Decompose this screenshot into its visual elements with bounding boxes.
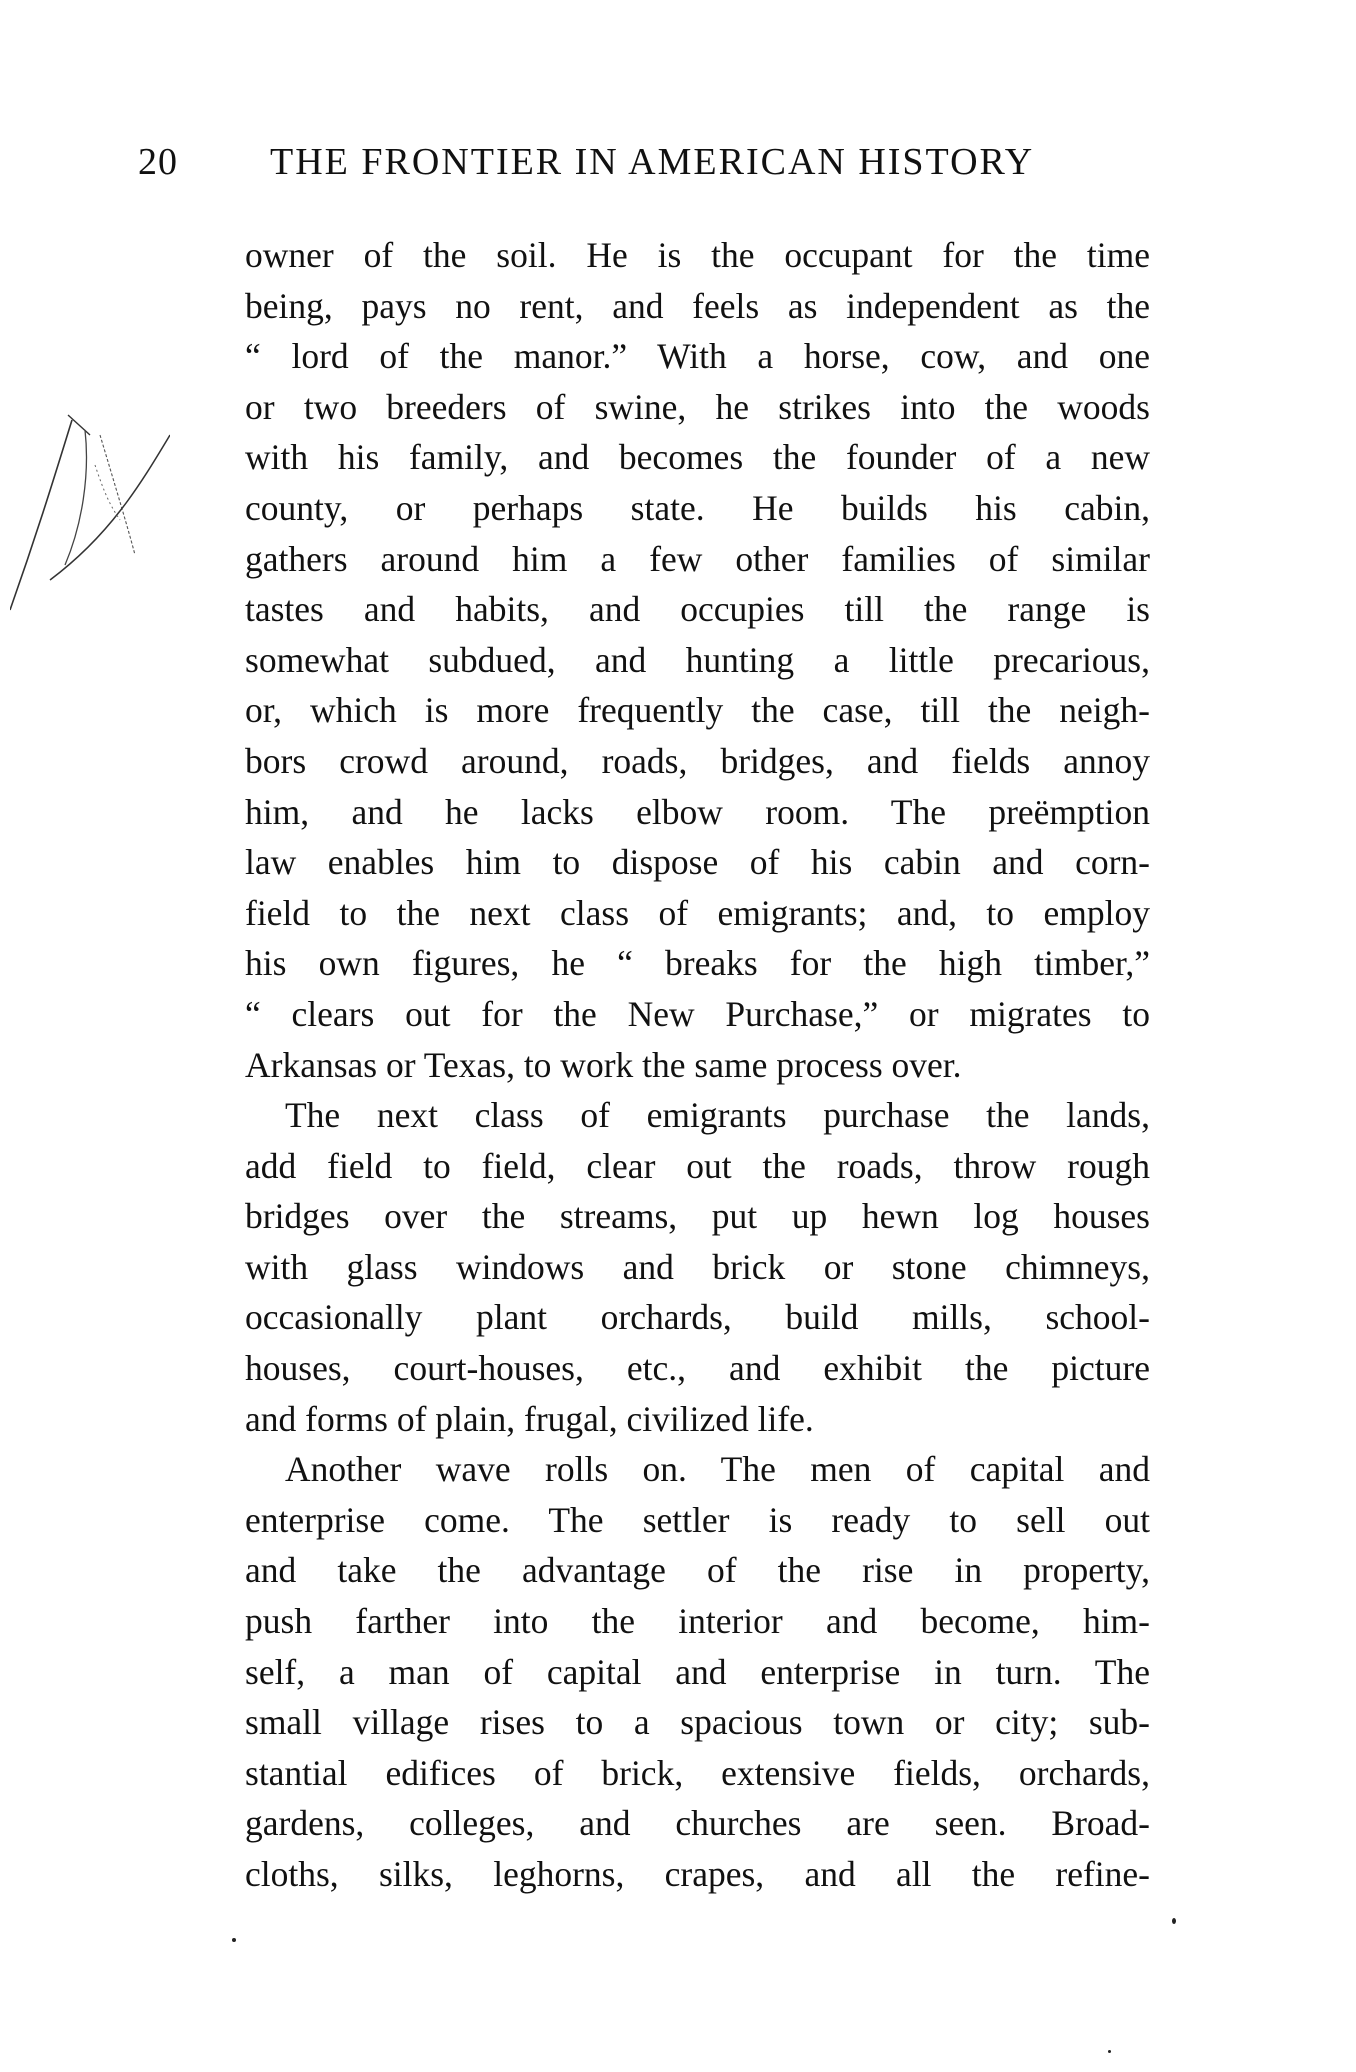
text-line: bridges over the streams, put up hewn log houses: [245, 1196, 1150, 1237]
text-line: stantial edifices of brick, extensive fields, orchards,: [245, 1752, 1150, 1793]
text-line: add field to field, clear out the roads, throw rough: [245, 1145, 1150, 1186]
text-line: tastes and habits, and occupies till the range is: [245, 589, 1150, 630]
text-line: his own figures, he “ breaks for the high timber,”: [245, 943, 1150, 984]
paragraph-start-line: The next class of emigrants purchase the lands,: [285, 1095, 1150, 1136]
text-line: with glass windows and brick or stone chimneys,: [245, 1246, 1150, 1287]
text-line: with his family, and becomes the founder of a new: [245, 437, 1150, 478]
text-line: somewhat subdued, and hunting a little precarious,: [245, 639, 1150, 680]
paragraph-start-line: Another wave rolls on. The men of capital and: [285, 1449, 1150, 1490]
text-line: county, or perhaps state. He builds his cabin,: [245, 487, 1150, 528]
paragraph-end-line: Arkansas or Texas, to work the same process over.: [245, 1044, 962, 1085]
paragraph-end-line: and forms of plain, frugal, civilized life.: [245, 1398, 814, 1439]
text-line: gardens, colleges, and churches are seen. Broad-: [245, 1803, 1150, 1844]
text-line: gathers around him a few other families of similar: [245, 538, 1150, 579]
text-line: owner of the soil. He is the occupant for the time: [245, 235, 1150, 275]
text-line: and take the advantage of the rise in property,: [245, 1550, 1150, 1591]
text-line: law enables him to dispose of his cabin and corn-: [245, 842, 1150, 883]
print-speck: [1108, 2050, 1111, 2053]
text-line: cloths, silks, leghorns, crapes, and all the refine-: [245, 1854, 1150, 1894]
print-speck: [1172, 1918, 1176, 1924]
text-line: bors crowd around, roads, bridges, and fields annoy: [245, 740, 1150, 781]
print-speck: [232, 1938, 236, 1942]
text-line: occasionally plant orchards, build mills, school-: [245, 1297, 1150, 1338]
text-line: enterprise come. The settler is ready to sell out: [245, 1499, 1150, 1540]
text-line: “ clears out for the New Purchase,” or migrates to: [245, 993, 1150, 1034]
text-line: push farther into the interior and become, him-: [245, 1601, 1150, 1642]
text-line: or, which is more frequently the case, till the neigh-: [245, 690, 1150, 731]
text-line: small village rises to a spacious town or city; sub-: [245, 1702, 1150, 1743]
text-line: self, a man of capital and enterprise in turn. The: [245, 1651, 1150, 1692]
text-line: him, and he lacks elbow room. The preëmption: [245, 791, 1150, 832]
running-title: THE FRONTIER IN AMERICAN HISTORY: [270, 141, 1035, 183]
text-line: field to the next class of emigrants; and, to employ: [245, 892, 1150, 933]
text-line: “ lord of the manor.” With a horse, cow, and one: [245, 336, 1150, 377]
body-text: [245, 230, 1150, 1900]
running-head: [138, 140, 1148, 190]
text-line: being, pays no rent, and feels as independent as the: [245, 285, 1150, 326]
page-number: 20: [138, 141, 178, 183]
text-line: or two breeders of swine, he strikes into the woods: [245, 386, 1150, 427]
text-line: houses, court-houses, etc., and exhibit the picture: [245, 1348, 1150, 1389]
handwritten-margin-mark-icon: [10, 405, 170, 615]
